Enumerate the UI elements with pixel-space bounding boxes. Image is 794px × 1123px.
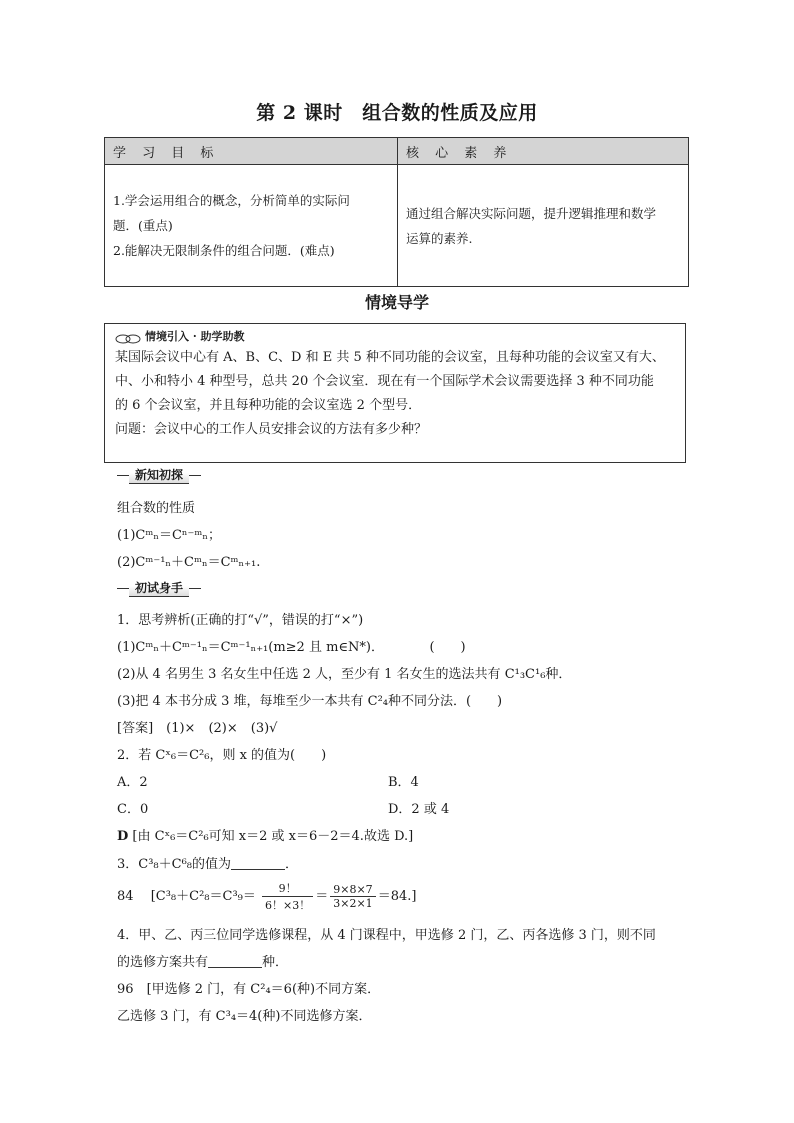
q2-option-c: C．0 xyxy=(117,802,149,817)
q4-stem-2 xyxy=(117,951,288,970)
intro-box xyxy=(104,323,686,463)
lesson-title: 第 2 课时 组合数的性质及应用 xyxy=(256,102,538,124)
fraction-numerator: 9！ xyxy=(262,880,313,897)
q4-stem-2a: 的选修方案共有 xyxy=(117,955,209,970)
answer-blank xyxy=(231,857,285,870)
q3-sol-b: ＝84.] xyxy=(377,889,417,904)
tag-rule xyxy=(117,475,129,476)
intro-line: 问题：会议中心的工作人员安排会议的方法有多少种？ xyxy=(115,422,428,437)
intro-box-header-label: 情境引入 · 助学助教 xyxy=(145,330,245,343)
q4-stem-2b: 种． xyxy=(262,955,289,970)
q3-answer: 84 xyxy=(117,889,134,904)
intro-line: 某国际会议中心有 A、B、C、D 和 E 共 5 种不同功能的会议室，且每种功能的会议室又有大、 xyxy=(115,350,665,365)
q4-solution-1 xyxy=(117,978,380,997)
section-title: 情境导学 xyxy=(364,293,429,312)
fraction-product xyxy=(330,883,375,910)
q2-solution xyxy=(117,825,413,844)
goals-table xyxy=(104,137,689,287)
q3-stem xyxy=(117,853,298,872)
intro-line: 中、小和特小 4 种型号，总共 20 个会议室．现在有一个国际学术会议需要选择 3 种不同功能 xyxy=(115,374,654,389)
goals-left-line: 题．(重点) xyxy=(113,218,173,233)
q1-stem: 1．思考辨析(正确的打“√”，错误的打“×”) xyxy=(117,613,364,628)
goals-left-line: 2.能解决无限制条件的组合问题．(难点) xyxy=(113,243,335,258)
intro-box-header xyxy=(115,328,675,346)
tag-new-knowledge xyxy=(117,468,201,482)
q4-line-1: [甲选修 2 门，有 C²₄＝6(种)不同方案． xyxy=(146,982,381,997)
goals-right-line: 通过组合解决实际问题，提升逻辑推理和数学 xyxy=(406,205,657,221)
q2-key: D xyxy=(117,829,129,844)
q2-option-d: D．2 或 4 xyxy=(388,802,450,817)
q3-stem-a: 3．C³₈＋C⁶₈的值为 xyxy=(117,857,232,872)
tag-first-try-label: 初试身手 xyxy=(129,579,189,597)
q4-answer: 96 xyxy=(117,982,134,997)
goals-left-line: 1.学会运用组合的概念，分析简单的实际问 xyxy=(113,193,350,208)
goals-head-right: 核 心 素 养 xyxy=(398,138,689,165)
q2-stem: 2．若 Cˣ₆＝C²₆，则 x 的值为( ) xyxy=(117,748,327,763)
tag-new-knowledge-label: 新知初探 xyxy=(129,466,189,484)
goals-head-left: 学 习 目 标 xyxy=(105,138,398,165)
prop-2: (2)Cᵐ⁻¹ₙ＋Cᵐₙ＝Cᵐₙ₊₁. xyxy=(117,555,261,570)
props-heading: 组合数的性质 xyxy=(117,501,196,516)
fraction-denominator: 3×2×1 xyxy=(333,897,373,910)
q1-statement-1: (1)Cᵐₙ＋Cᵐ⁻¹ₙ＝Cᵐ⁻¹ₙ₊₁(m≥2 且 m∈N*)． ( ) xyxy=(117,640,466,655)
goals-left-cell xyxy=(105,165,398,287)
q4-stem-1: 4．甲、乙、丙三位同学选修课程，从 4 门课程中，甲选修 2 门，乙、丙各选修 3 门，则不同 xyxy=(117,928,656,943)
goals-right-line: 运算的素养. xyxy=(406,230,473,246)
q2-explain: [由 Cˣ₆＝C²₆可知 x＝2 或 x＝6－2＝4.故选 D.] xyxy=(132,829,414,844)
q2-option-a: A．2 xyxy=(117,775,148,790)
q2-option-b: B．4 xyxy=(388,775,419,790)
q3-solution: 84 [C³₈＋C²₈＝C³₉＝ $\frac{9!}{6!\times 3!}$ ＝ $\frac{9\times 8\times 7}{3\times 2\times 1}$ ＝84.] xyxy=(117,882,417,912)
prop-1: (1)Cᵐₙ＝Cⁿ⁻ᵐₙ； xyxy=(117,528,221,543)
intro-line: 的 6 个会议室，并且每种功能的会议室选 2 个型号． xyxy=(115,398,422,413)
fraction-factorial xyxy=(262,880,313,913)
q1-statement-3: (3)把 4 本书分成 3 堆，每堆至少一本共有 C²₄种不同分法．( ) xyxy=(117,694,503,709)
q4-line-2: 乙选修 3 门，有 C³₄＝4(种)不同选修方案． xyxy=(117,1009,372,1024)
tag-rule xyxy=(117,588,129,589)
q1-answer: [答案] (1)× (2)× (3)√ xyxy=(117,721,278,736)
answer-blank xyxy=(208,955,262,968)
goals-right-cell xyxy=(398,165,689,287)
tag-rule xyxy=(189,475,201,476)
fraction-numerator: 9×8×7 xyxy=(330,883,375,897)
tag-rule xyxy=(189,588,201,589)
hands-icon xyxy=(115,332,141,342)
tag-first-try xyxy=(117,581,201,595)
q3-stem-b: ． xyxy=(285,857,299,872)
q3-sol-a: [C³₈＋C²₈＝C³₉＝ xyxy=(150,889,256,904)
q1-statement-2: (2)从 4 名男生 3 名女生中任选 2 人，至少有 1 名女生的选法共有 C¹₃C¹₆种． xyxy=(117,667,572,682)
fraction-denominator: 6！×3！ xyxy=(265,899,311,912)
